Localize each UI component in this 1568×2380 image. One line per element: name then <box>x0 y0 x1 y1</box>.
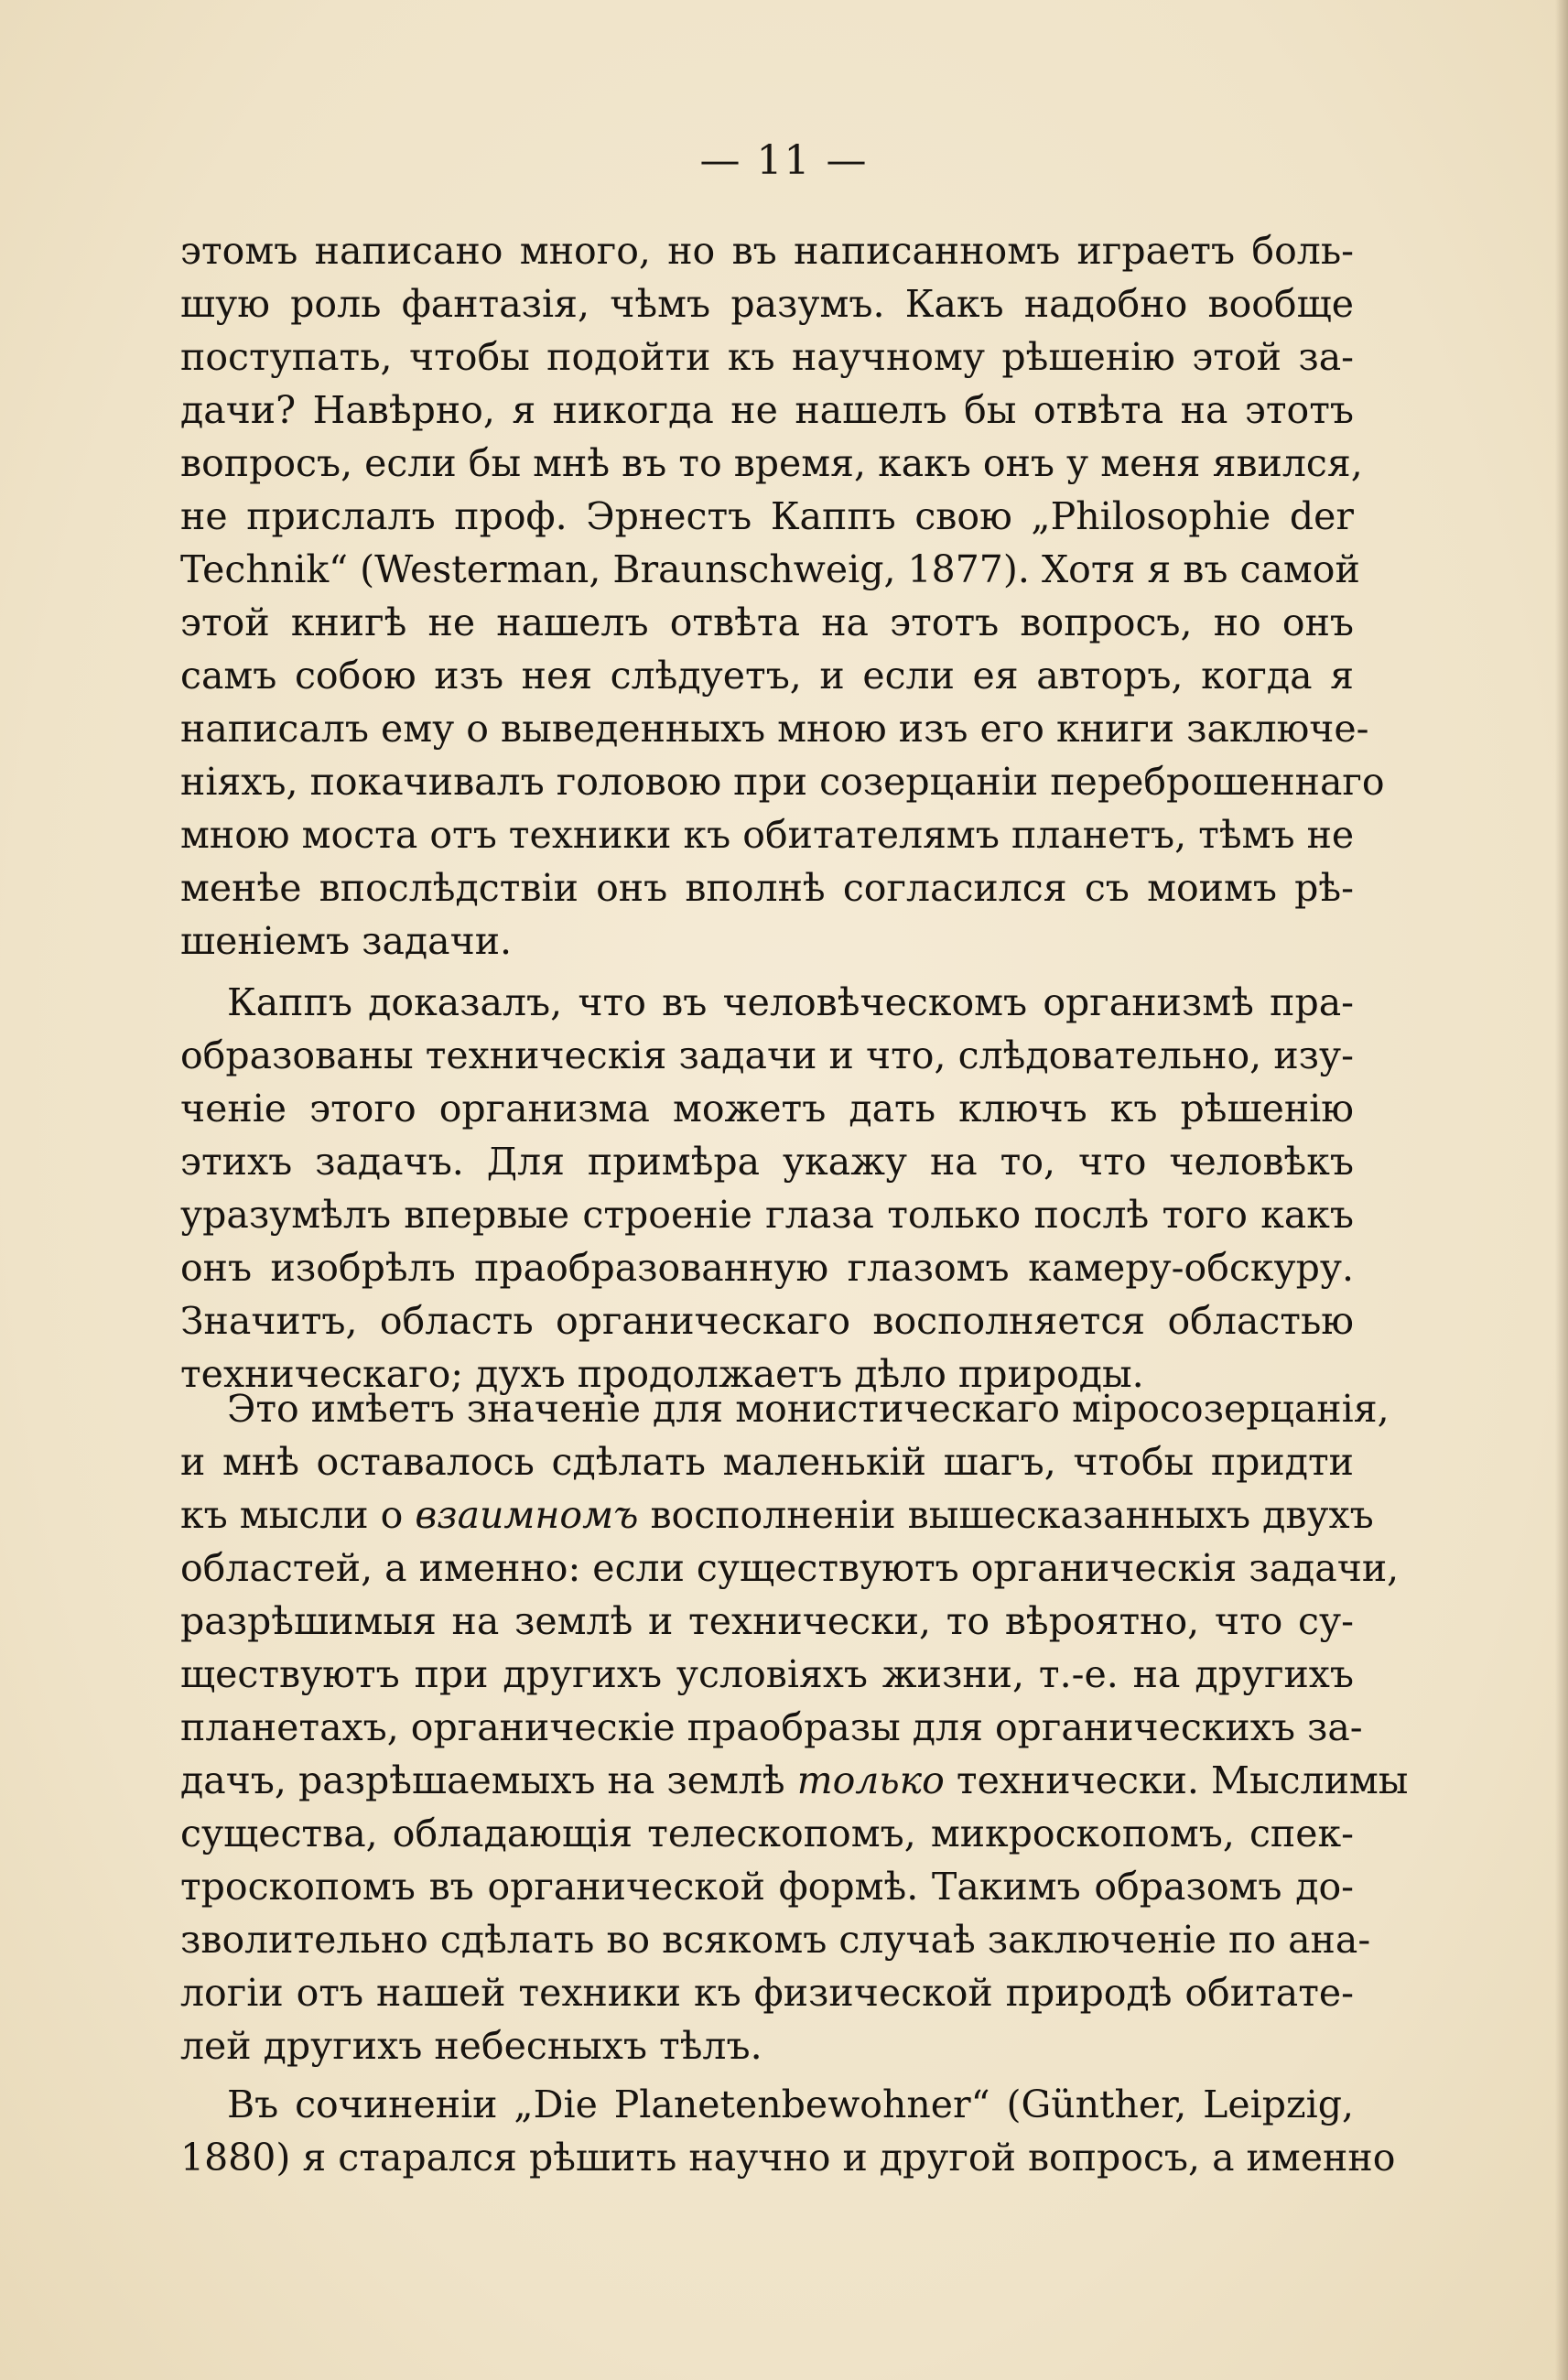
text-line-12: мною моста отъ техники къ обитателямъ планетъ, тѣмъ не <box>180 813 1355 857</box>
text-line-25 <box>180 1488 1374 1542</box>
text-line-11: ніяхъ, покачивалъ головою при созерцаніи переброшеннаго <box>180 760 1385 804</box>
text-line-25-pre: къ мысли о <box>180 1493 416 1537</box>
text-line-30 <box>180 1754 1409 1807</box>
text-line-34: логіи отъ нашей техники къ физической природѣ обитате- <box>180 1971 1354 2015</box>
text-line-9: самъ собою изъ нея слѣдуетъ, и если ея авторъ, когда я <box>180 654 1354 698</box>
text-line-8: этой книгѣ не нашелъ отвѣта на этотъ вопросъ, но онъ <box>180 600 1354 644</box>
text-line-7: Technik“ (Westerman, Braunschweig, 1877). Хотя я въ самой <box>180 547 1360 591</box>
text-line-6: не прислалъ проф. Эрнестъ Каппъ свою „Philosophie der <box>180 494 1354 538</box>
text-line-13: менѣе впослѣдствіи онъ вполнѣ согласился съ моимъ рѣ- <box>180 866 1354 910</box>
emphasis-word-vzaimnom: взаимномъ <box>415 1493 639 1537</box>
text-line-31: существа, обладающія телескопомъ, микроскопомъ, спек- <box>180 1812 1354 1855</box>
text-line-32: троскопомъ въ органической формѣ. Такимъ образомъ до- <box>180 1865 1354 1909</box>
text-line-29: планетахъ, органическіе праобразы для органическихъ за- <box>180 1705 1363 1749</box>
text-line-16: образованы техническія задачи и что, слѣдовательно, изу- <box>180 1033 1354 1077</box>
text-line-14: шеніемъ задачи. <box>180 919 513 963</box>
text-line-27: разрѣшимыя на землѣ и технически, то вѣроятно, что су- <box>180 1599 1354 1643</box>
text-line-21: Значитъ, область органическаго восполняется областью <box>180 1299 1354 1343</box>
text-line-3: поступать, чтобы подойти къ научному рѣшенію этой за- <box>180 335 1354 379</box>
text-line-19: уразумѣлъ впервые строеніе глаза только послѣ того какъ <box>180 1193 1354 1237</box>
text-line-15: Каппъ доказалъ, что въ человѣческомъ организмѣ пра- <box>227 980 1354 1024</box>
text-line-22: техническаго; духъ продолжаетъ дѣло природы. <box>180 1352 1144 1396</box>
text-line-30-pre: дачъ, разрѣшаемыхъ на землѣ <box>180 1758 797 1802</box>
text-line-24: и мнѣ оставалось сдѣлать маленькій шагъ, чтобы придти <box>180 1440 1354 1484</box>
text-line-36: Въ сочиненіи „Die Planetenbewohner“ (Günther, Leipzig, <box>227 2082 1354 2126</box>
text-line-20: онъ изобрѣлъ праобразованную глазомъ камеру-обскуру. <box>180 1246 1354 1290</box>
emphasis-word-tolko: только <box>796 1758 945 1802</box>
text-line-30-post: технически. Мыслимы <box>944 1758 1409 1802</box>
text-line-25-post: восполненіи вышесказанныхъ двухъ <box>638 1493 1374 1537</box>
text-line-4: дачи? Навѣрно, я никогда не нашелъ бы отвѣта на этотъ <box>180 388 1354 432</box>
text-line-28: ществуютъ при другихъ условіяхъ жизни, т.-е. на другихъ <box>180 1652 1354 1696</box>
text-line-10: написалъ ему о выведенныхъ мною изъ его книги заключе- <box>180 707 1369 751</box>
text-line-17: ченіе этого организма можетъ дать ключъ къ рѣшенію <box>180 1087 1354 1130</box>
text-line-18: этихъ задачъ. Для примѣра укажу на то, что человѣкъ <box>180 1140 1354 1184</box>
page-number: — 11 — <box>699 137 869 184</box>
text-line-26: областей, а именно: если существуютъ органическія задачи, <box>180 1546 1400 1590</box>
text-line-35: лей другихъ небесныхъ тѣлъ. <box>180 2024 762 2068</box>
text-line-5: вопросъ, если бы мнѣ въ то время, какъ онъ у меня явился, <box>180 441 1363 485</box>
text-line-1: этомъ написано много, но въ написанномъ играетъ боль- <box>180 229 1354 273</box>
text-line-33: зволительно сдѣлать во всякомъ случаѣ заключеніе по ана- <box>180 1918 1371 1962</box>
text-line-2: шую роль фантазія, чѣмъ разумъ. Какъ надобно вообще <box>180 282 1354 326</box>
text-line-23: Это имѣетъ значеніе для монистическаго міросозерцанія, <box>227 1387 1390 1431</box>
text-line-37: 1880) я старался рѣшить научно и другой вопросъ, а именно <box>180 2136 1396 2180</box>
